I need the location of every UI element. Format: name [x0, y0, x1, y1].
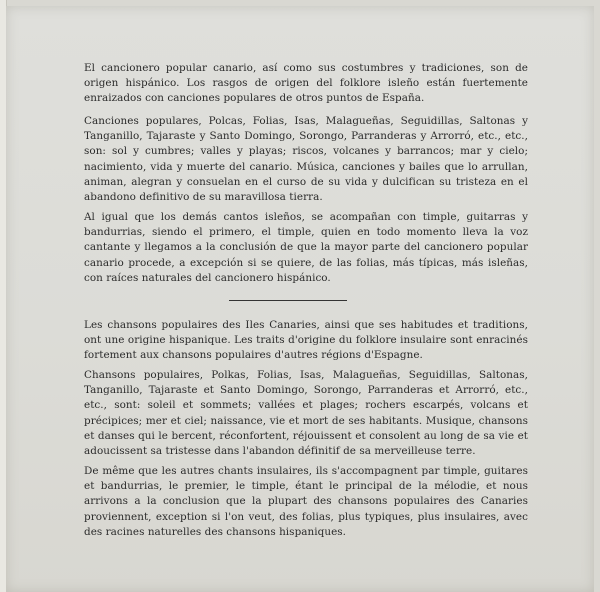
french-paragraph-3: De même que les autres chants insulaires, ils s'accompagnent par timple, guitares et bandurrias, le premier, le timple, étant le principal de la mélodie, et nous arrivons a la conclusion que la plupart des chansons populaires des Canaries proviennent, exception si l'on veut, des folias, plus typiques, plus insulaires, avec des racines naturelles des chansons hispaniques. — [84, 465, 528, 538]
spanish-paragraph-3: Al igual que los demás cantos isleños, se acompañan con timple, guitarras y bandurrias, siendo el primero, el timple, quien en todo momento lleva la voz cantante y llegamos a la conclusión de que la mayor parte del cancionero popular canario procede, a excepción si se quiere, de las folias, más típicas, más isleñas, con raíces naturales del cancionero hispánico. — [84, 211, 528, 284]
french-paragraph-2: Chansons populaires, Polkas, Folias, Isas, Malagueñas, Seguidillas, Saltonas, Tanganillo, Tajaraste et Santo Domingo, Sorongo, Parranderas et Arrorró, etc., etc., sont: soleil et sommets; vallées et plages; rochers escarpés, volcans et précipices; mer et ciel; naissance, vie et mort de ses habitants. Musique, chansons et danses qui le bercent, réconfortent, réjouissent et consolent au long de sa vie et adoucissent sa tristesse dans l'abandon définitif de sa merveilleuse terre. — [84, 369, 528, 458]
spanish-paragraph-1: El cancionero popular canario, así como sus costumbres y tradiciones, son de origen hispánico. Los rasgos de origen del folklore isleño están fuertemente enraizados con canciones populares de otros puntos de España. — [84, 62, 528, 105]
spanish-paragraph-2: Canciones populares, Polcas, Folias, Isas, Malagueñas, Seguidillas, Saltonas y Tanganillo, Tajaraste y Santo Domingo, Sorongo, Parranderas y Arrorró, etc., etc., son: sol y cumbres; valles y playas; riscos, volcanes y barrancos; mar y cielo; nacimiento, vida y muerte del canario. Música, canciones y bailes que lo arrullan, animan, alegran y consuelan en el curso de su vida y dulcifican su tristeza en el abandono definitivo de su maravillosa tierra. — [84, 115, 528, 204]
french-paragraph-1: Les chansons populaires des Iles Canaries, ainsi que ses habitudes et traditions, ont une origine hispanique. Les traits d'origine du folklore insulaire sont enracinés fortement aux chansons populaires d'autres régions d'Espagne. — [84, 319, 528, 362]
section-divider — [229, 300, 347, 301]
